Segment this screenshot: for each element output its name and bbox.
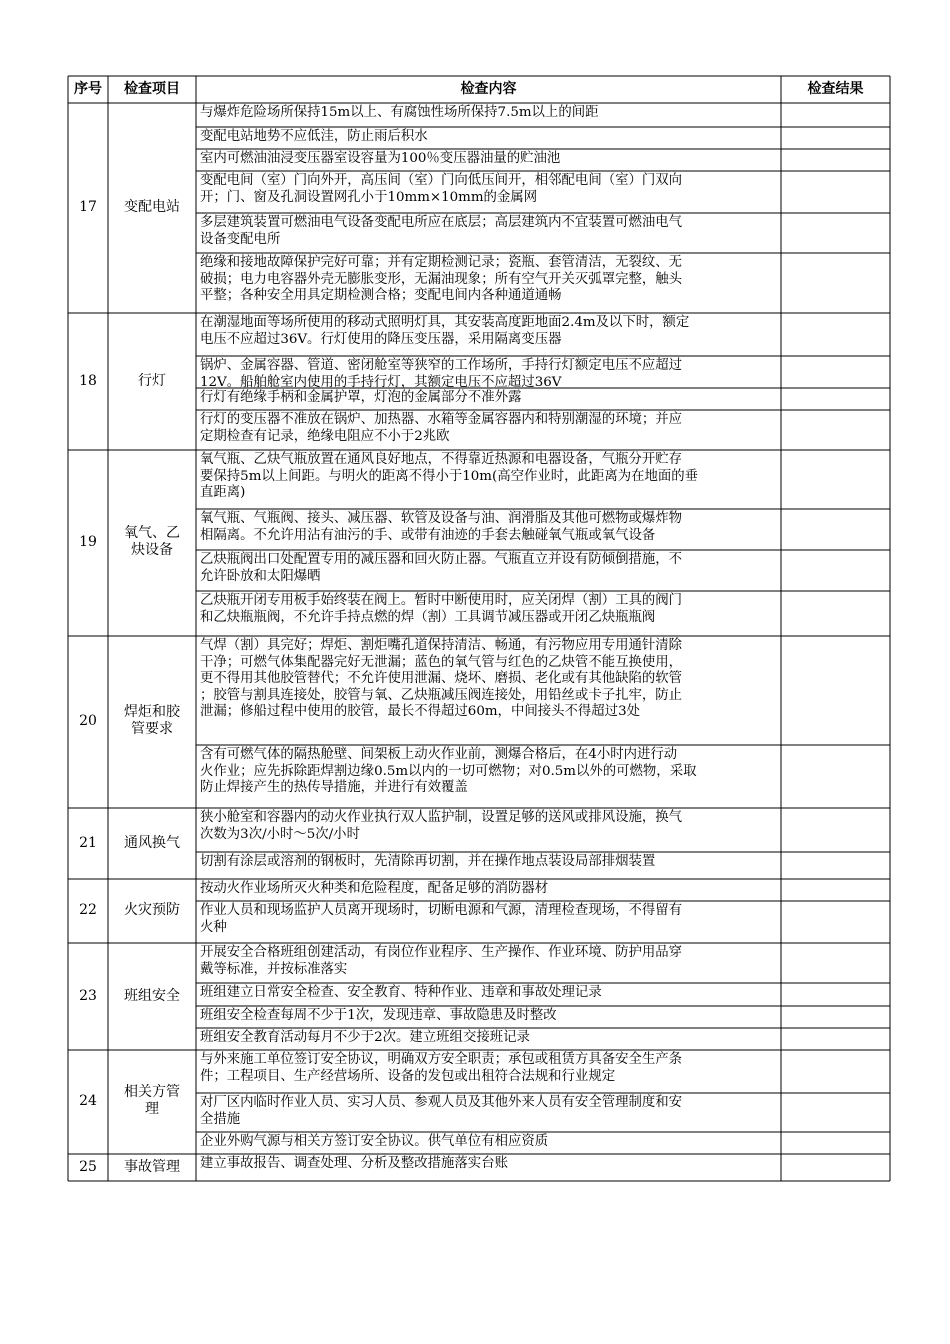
item-name-line: 相关方管	[124, 1084, 180, 1100]
check-result-cell[interactable]	[782, 746, 889, 807]
check-result-cell[interactable]	[782, 592, 889, 635]
check-content-line: 要保持5m以上间距。与明火的距离不得小于10m(高空作业时，此距离为在地面的垂	[200, 468, 699, 484]
check-content-line: 设备变配电所	[200, 231, 281, 247]
check-result-cell[interactable]	[782, 314, 889, 355]
check-content-line: 允许卧放和太阳爆晒	[200, 568, 321, 584]
check-content-line: 锅炉、金属容器、管道、密闭舱室等狭窄的工作场所，手持行灯额定电压不应超过	[200, 358, 683, 373]
check-result-cell[interactable]	[782, 104, 889, 126]
check-content-line: 件；工程项目、生产经营场所、设备的发包或出租符合法规和行业规定	[200, 1068, 616, 1084]
check-content-line: 戴等标准，并按标准落实	[200, 961, 348, 977]
check-content-line: 室内可燃油油浸变压器室设容量为100％变压器油量的贮油池	[200, 151, 561, 166]
check-content-line: 火种	[200, 919, 227, 935]
check-result-cell[interactable]	[782, 214, 889, 252]
check-content-line: 与外来施工单位签订安全协议，明确双方安全职责；承包或租赁方具备安全生产条	[200, 1052, 683, 1067]
check-content-line: 含有可燃气体的隔热舱壁、间架板上动火作业前，测爆合格后，在4小时内进行动	[200, 747, 678, 762]
check-content-line: 作业人员和现场监护人员离开现场时，切断电源和气源，清理检查现场，不得留有	[200, 903, 683, 918]
check-result-cell[interactable]	[782, 1094, 889, 1131]
item-number: 19	[79, 534, 97, 550]
item-name: 变配电站	[124, 199, 180, 215]
check-result-cell[interactable]	[782, 1051, 889, 1092]
item-name	[108, 1084, 196, 1118]
check-content-line: 狭小舱室和容器内的动火作业执行双人监护制，设置足够的送风或排风设施，换气	[200, 810, 683, 825]
check-content-line: 开；门、窗及孔洞设置网孔小于10mm×10mm的金属网	[200, 189, 538, 205]
item-name	[108, 525, 196, 559]
item-name: 火灾预防	[124, 902, 180, 918]
header-item: 检查项目	[124, 81, 180, 97]
item-name	[108, 704, 196, 738]
check-content-line: 多层建筑装置可燃油电气设备变配电所应在底层；高层建筑内不宜装置可燃油电气	[200, 215, 683, 230]
check-content-line: 乙炔瓶开闭专用板手始终装在阀上。暂时中断使用时，应关闭焊（割）工具的阀门	[200, 593, 683, 608]
check-result-cell[interactable]	[782, 451, 889, 508]
check-result-cell[interactable]	[782, 172, 889, 212]
check-result-cell[interactable]	[782, 944, 889, 982]
check-content-line: 更不得用其他胶管替代；不允许使用泄漏、烧坏、磨损、老化或有其他缺陷的软管	[200, 671, 683, 686]
check-result-cell[interactable]	[782, 880, 889, 900]
item-name-line: 管要求	[131, 721, 173, 737]
check-content-line: 开展安全合格班组创建活动，有岗位作业程序、生产操作、作业环境、防护用品穿	[200, 945, 683, 960]
check-content-line: 按动火作业场所灭火种类和危险程度，配备足够的消防器材	[200, 881, 549, 896]
header-result: 检查结果	[807, 81, 864, 97]
check-result-cell[interactable]	[782, 510, 889, 549]
check-content-line: 破损；电力电容器外壳无膨胀变形，无漏油现象；所有空气开关灭弧罩完整，触头	[200, 271, 683, 287]
check-result-cell[interactable]	[782, 357, 889, 387]
check-result-cell[interactable]	[782, 254, 889, 312]
check-content-line: 直距离)	[200, 485, 246, 500]
header-no: 序号	[74, 81, 102, 97]
check-content-line: 平整；各种安全用具定期检测合格；变配电间内各种通道通畅	[200, 288, 562, 303]
check-content-line: 班组安全检查每周不少于1次，发现违章、事故隐患及时整改	[200, 1008, 557, 1023]
item-name: 通风换气	[124, 834, 180, 851]
check-content-line: 次数为3次/小时～5次/小时	[200, 826, 360, 842]
item-number: 18	[79, 372, 97, 389]
check-result-cell[interactable]	[782, 389, 889, 409]
item-name: 班组安全	[124, 987, 180, 1004]
item-number: 21	[79, 834, 97, 851]
item-name-line: 氧气、乙	[124, 525, 180, 541]
check-content-line: 相隔离。不允许用沾有油污的手、或带有油迹的手套去触碰氧气瓶或氧气设备	[200, 527, 656, 543]
check-result-cell[interactable]	[782, 1155, 889, 1180]
item-name: 行灯	[138, 372, 166, 389]
item-number: 17	[79, 199, 97, 215]
check-content-line: 行灯有绝缘手柄和金属护罩，灯泡的金属部分不准外露	[200, 390, 522, 405]
check-result-cell[interactable]	[782, 809, 889, 851]
check-result-cell[interactable]	[782, 1007, 889, 1027]
item-number: 24	[79, 1093, 97, 1109]
check-result-cell[interactable]	[782, 902, 889, 942]
check-content-line: 班组建立日常安全检查、安全教育、特种作业、违章和事故处理记录	[200, 985, 602, 1000]
item-number: 22	[79, 902, 97, 918]
check-result-cell[interactable]	[782, 551, 889, 590]
check-result-cell[interactable]	[782, 1029, 889, 1049]
check-content-line: 乙炔瓶阀出口处配置专用的减压器和回火防止器。气瓶直立并设有防倾倒措施，不	[200, 552, 683, 567]
check-content-line: 电压不应超过36V。行灯使用的降压变压器，采用隔离变压器	[200, 331, 562, 347]
check-result-cell[interactable]	[782, 150, 889, 170]
item-number: 23	[79, 987, 97, 1004]
check-content-line: ；胶管与割具连接处，胶管与氧、乙炔瓶减压阀连接处，用铅丝或卡子扎牢，防止	[200, 687, 683, 703]
check-content-line: 与爆炸危险场所保持15m以上、有腐蚀性场所保持7.5m以上的间距	[200, 105, 599, 120]
check-content-line: 行灯的变压器不准放在锅炉、加热器、水箱等金属容器内和特别潮湿的环境；并应	[200, 412, 683, 427]
check-content-line: 班组安全教育活动每月不少于2次。建立班组交接班记录	[200, 1030, 530, 1045]
check-result-cell[interactable]	[782, 853, 889, 878]
check-content-line: 氧气瓶、乙炔气瓶放置在通风良好地点，不得靠近热源和电器设备，气瓶分开贮存	[200, 452, 683, 467]
check-result-cell[interactable]	[782, 984, 889, 1005]
item-name-line: 理	[145, 1101, 159, 1117]
check-content-line: 氧气瓶、气瓶阀、接头、减压器、软管及设备与油、润滑脂及其他可燃物或爆炸物	[200, 511, 683, 526]
item-number: 25	[79, 1158, 97, 1175]
check-content-line: 企业外购气源与相关方签订安全协议。供气单位有相应资质	[200, 1134, 549, 1149]
check-result-cell[interactable]	[782, 128, 889, 148]
check-content-line: 建立事故报告、调查处理、分析及整改措施落实台账	[200, 1156, 508, 1171]
check-content-line: 泄漏；修船过程中使用的胶管，最长不得超过60m，中间接头不得超过3处	[200, 704, 640, 719]
check-result-cell[interactable]	[782, 637, 889, 744]
check-content-line: 在潮湿地面等场所使用的移动式照明灯具，其安装高度距地面2.4m及以下时，额定	[200, 315, 690, 330]
check-content-line: 气焊（割）具完好；焊炬、割炬嘴孔道保持清洁、畅通，有污物应用专用通针清除	[200, 638, 683, 653]
check-content-line: 和乙炔瓶瓶阀，不允许手持点燃的焊（割）工具调节减压器或开闭乙炔瓶瓶阀	[200, 609, 656, 625]
check-content-line: 干净；可燃气体集配器完好无泄漏；蓝色的氧气管与红色的乙炔管不能互换使用，	[200, 654, 683, 670]
check-content-line: 绝缘和接地故障保护完好可靠；并有定期检测记录；瓷瓶、套管清洁，无裂纹、无	[200, 255, 683, 270]
item-number: 20	[79, 713, 97, 729]
item-name-line: 炔设备	[131, 542, 173, 558]
header-content: 检查内容	[460, 81, 517, 97]
check-content-line: 切割有涂层或溶剂的钢板时，先清除再切割，并在操作地点装设局部排烟装置	[200, 854, 656, 869]
check-content-line: 定期检查有记录，绝缘电阻应不小于2兆欧	[200, 428, 450, 444]
check-content-line: 防止焊接产生的热传导措施，并进行有效覆盖	[200, 780, 468, 795]
check-result-cell[interactable]	[782, 411, 889, 449]
item-name-line: 焊炬和胶	[124, 704, 180, 720]
check-content-line: 12V。船舶舱室内使用的手持行灯，其额定电压不应超过36V	[200, 374, 562, 390]
item-name: 事故管理	[124, 1158, 180, 1175]
check-content-line: 全措施	[200, 1111, 241, 1127]
check-content-line: 变配电站地势不应低洼，防止雨后积水	[200, 129, 428, 144]
check-result-cell[interactable]	[782, 1133, 889, 1153]
check-content-line: 变配电间（室）门向外开，高压间（室）门向低压间开，相邻配电间（室）门双向	[200, 173, 683, 188]
check-content-line: 对厂区内临时作业人员、实习人员、参观人员及其他外来人员有安全管理制度和安	[200, 1095, 683, 1110]
check-content-line: 火作业；应先拆除距焊割边缘0.5m以内的一切可燃物；对0.5m以外的可燃物，采取	[200, 763, 697, 779]
